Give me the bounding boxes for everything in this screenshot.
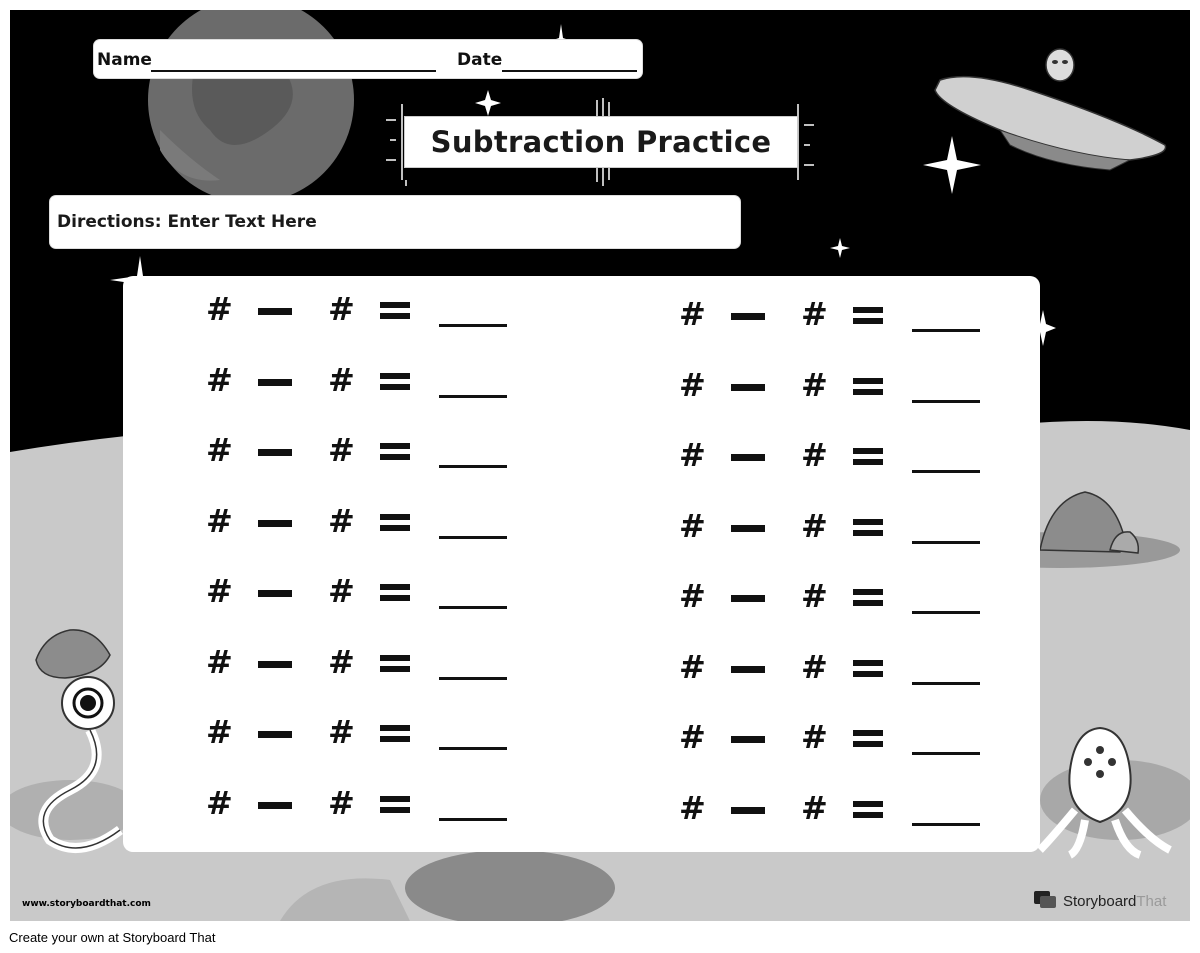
worksheet: [10, 10, 1190, 921]
minus-sign-icon: [731, 313, 765, 320]
caption: Create your own at Storyboard That: [9, 930, 216, 945]
answer-blank[interactable]: [439, 465, 507, 468]
problem-row: [206, 572, 536, 625]
equals-sign-icon: [853, 801, 883, 821]
name-field[interactable]: [151, 70, 436, 72]
answer-blank[interactable]: [912, 329, 980, 332]
operand-b: #: [328, 713, 355, 751]
problems-panel: [123, 276, 1040, 852]
operand-a: #: [679, 647, 706, 686]
answer-blank[interactable]: [912, 541, 980, 544]
operand-a: #: [206, 290, 233, 328]
minus-sign-icon: [731, 384, 765, 391]
problem-row: [679, 577, 1009, 630]
equals-sign-icon: [853, 589, 883, 609]
operand-a: #: [206, 713, 233, 751]
name-date-box: [94, 40, 642, 78]
equals-sign-icon: [853, 730, 883, 750]
answer-blank[interactable]: [439, 324, 507, 327]
operand-b: #: [328, 360, 355, 399]
minus-sign-icon: [258, 661, 292, 668]
equals-sign-icon: [853, 519, 883, 539]
minus-sign-icon: [731, 807, 765, 814]
operand-a: #: [679, 718, 706, 756]
answer-blank[interactable]: [912, 682, 980, 685]
minus-sign-icon: [258, 520, 292, 527]
answer-blank[interactable]: [439, 536, 507, 539]
equals-sign-icon: [380, 302, 410, 322]
answer-blank[interactable]: [439, 395, 507, 398]
operand-a: #: [679, 436, 706, 474]
operand-b: #: [801, 506, 828, 545]
operand-b: #: [801, 295, 828, 333]
minus-sign-icon: [731, 666, 765, 673]
name-label: Name: [97, 50, 152, 70]
problem-row: [206, 642, 536, 696]
problem-row: [206, 290, 536, 343]
minus-sign-icon: [258, 802, 292, 809]
problem-row: [679, 506, 1009, 560]
operand-b: #: [328, 572, 355, 610]
equals-sign-icon: [380, 443, 410, 463]
equals-sign-icon: [853, 378, 883, 398]
operand-b: #: [801, 577, 828, 615]
operand-a: #: [206, 783, 233, 822]
problem-row: [679, 788, 1009, 842]
minus-sign-icon: [731, 525, 765, 532]
equals-sign-icon: [380, 796, 410, 816]
storyboardthat-brand: [1034, 890, 1166, 912]
problem-row: [206, 360, 536, 414]
answer-blank[interactable]: [912, 611, 980, 614]
equals-sign-icon: [380, 584, 410, 604]
minus-sign-icon: [258, 308, 292, 315]
operand-b: #: [328, 431, 355, 469]
brand-name-light: That: [1136, 892, 1167, 910]
equals-sign-icon: [380, 655, 410, 675]
equals-sign-icon: [853, 307, 883, 327]
problem-row: [679, 295, 1009, 348]
problem-row: [206, 431, 536, 484]
operand-a: #: [679, 788, 706, 827]
date-field[interactable]: [502, 70, 637, 72]
storyboardthat-logo-icon: [1034, 891, 1058, 911]
operand-b: #: [801, 718, 828, 756]
problem-row: [679, 647, 1009, 701]
problem-row: [679, 718, 1009, 771]
operand-a: #: [679, 295, 706, 333]
equals-sign-icon: [380, 725, 410, 745]
minus-sign-icon: [731, 595, 765, 602]
equals-sign-icon: [853, 448, 883, 468]
operand-a: #: [679, 577, 706, 615]
title-box: [404, 116, 798, 168]
operand-a: #: [206, 431, 233, 469]
minus-sign-icon: [258, 379, 292, 386]
problem-row: [206, 783, 536, 837]
minus-sign-icon: [731, 736, 765, 743]
answer-blank[interactable]: [439, 677, 507, 680]
operand-b: #: [801, 436, 828, 474]
operand-b: #: [801, 788, 828, 827]
answer-blank[interactable]: [912, 400, 980, 403]
operand-a: #: [206, 501, 233, 540]
minus-sign-icon: [258, 449, 292, 456]
problem-row: [206, 713, 536, 766]
problem-row: [679, 365, 1009, 419]
operand-b: #: [328, 290, 355, 328]
answer-blank[interactable]: [912, 470, 980, 473]
minus-sign-icon: [731, 454, 765, 461]
operand-a: #: [206, 360, 233, 399]
equals-sign-icon: [380, 514, 410, 534]
operand-b: #: [328, 642, 355, 681]
directions-box[interactable]: [50, 196, 740, 248]
answer-blank[interactable]: [439, 818, 507, 821]
operand-a: #: [679, 365, 706, 404]
equals-sign-icon: [380, 373, 410, 393]
problem-row: [206, 501, 536, 555]
operand-a: #: [679, 506, 706, 545]
footer-url: www.storyboardthat.com: [22, 899, 151, 909]
equals-sign-icon: [853, 660, 883, 680]
operand-b: #: [328, 783, 355, 822]
directions-text: Directions: Enter Text Here: [57, 212, 317, 232]
answer-blank[interactable]: [912, 823, 980, 826]
operand-b: #: [801, 365, 828, 404]
answer-blank[interactable]: [439, 747, 507, 750]
date-label: Date: [457, 50, 503, 70]
operand-a: #: [206, 572, 233, 610]
answer-blank[interactable]: [912, 752, 980, 755]
answer-blank[interactable]: [439, 606, 507, 609]
operand-b: #: [328, 501, 355, 540]
operand-a: #: [206, 642, 233, 681]
page-title: Subtraction Practice: [430, 125, 772, 159]
operand-b: #: [801, 647, 828, 686]
problem-row: [679, 436, 1009, 489]
brand-name-dark: Storyboard: [1063, 892, 1137, 910]
minus-sign-icon: [258, 731, 292, 738]
minus-sign-icon: [258, 590, 292, 597]
